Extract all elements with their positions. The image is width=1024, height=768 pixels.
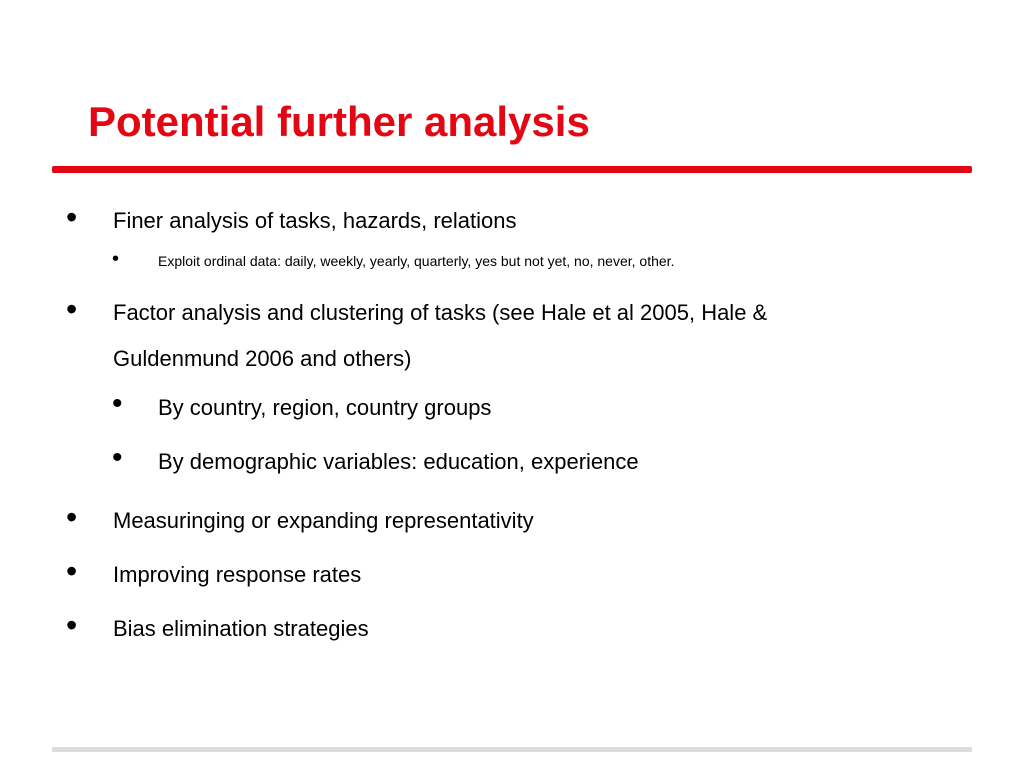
bullet-dot-icon: • xyxy=(112,248,120,270)
bullet-text: Improving response rates xyxy=(113,562,362,587)
bullet-text-line2: Guldenmund 2006 and others) xyxy=(113,346,412,371)
bullet-dot-icon: • xyxy=(66,607,78,643)
bullet-text: Finer analysis of tasks, hazards, relations xyxy=(113,208,517,233)
bullet-dot-icon: • xyxy=(112,387,123,420)
bullet-dot-icon: • xyxy=(112,441,123,474)
bullet-text: Bias elimination strategies xyxy=(113,616,369,641)
sub-bullet-text: By demographic variables: education, experience xyxy=(158,449,639,474)
title-divider xyxy=(52,166,972,173)
bullet-dot-icon: • xyxy=(66,553,78,589)
bullet-text-line1: Factor analysis and clustering of tasks (see Hale et al 2005, Hale & xyxy=(113,300,768,325)
slide-title: Potential further analysis xyxy=(88,98,590,145)
footer-divider xyxy=(52,747,972,752)
sub-bullet-text: Exploit ordinal data: daily, weekly, yearly, quarterly, yes but not yet, no, never, other. xyxy=(158,253,675,269)
bullet-dot-icon: • xyxy=(66,499,78,535)
bullet-dot-icon: • xyxy=(66,291,78,327)
sub-bullet-text: By country, region, country groups xyxy=(158,395,492,420)
bullet-text: Measuringing or expanding representativity xyxy=(113,508,534,533)
bullet-dot-icon: • xyxy=(66,199,78,235)
